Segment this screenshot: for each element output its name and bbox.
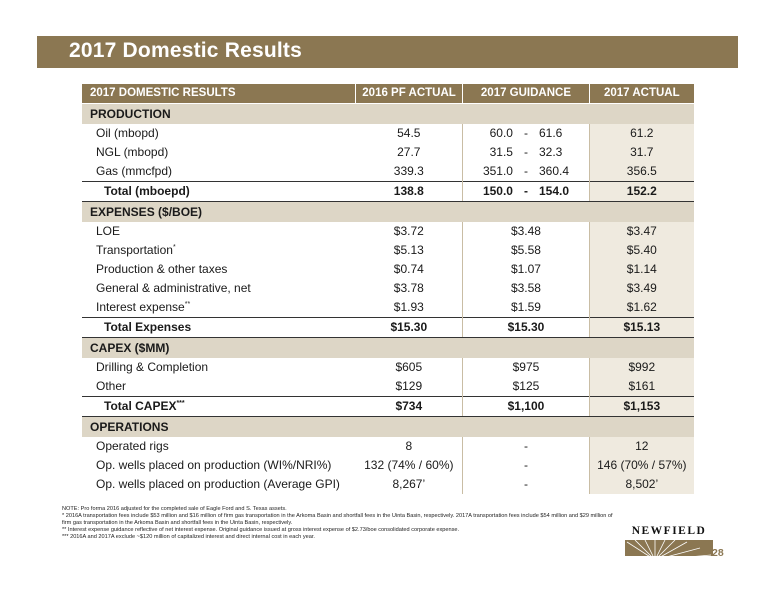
footnote-capex: *** 2016A and 2017A exclude ~$120 million of capitalized interest and direct internal cost in each year. <box>62 534 315 540</box>
table-row <box>82 279 694 298</box>
total-row-capex <box>82 397 694 417</box>
total-row-production <box>82 182 694 202</box>
row-label-text: General & administrative, net <box>96 281 251 295</box>
section-expenses <box>82 202 694 223</box>
row-label: Op. wells placed on production (WI%/NRI%) <box>82 456 355 475</box>
section-production <box>82 104 694 125</box>
table-row <box>82 377 694 397</box>
cell-actual: 12 <box>589 437 694 456</box>
cell-2016: 54.5 <box>355 124 463 143</box>
cell-guidance: - <box>463 437 589 456</box>
guidance-high: 360.4 <box>538 164 569 178</box>
cell-actual: $15.13 <box>589 318 694 338</box>
section-capex <box>82 338 694 359</box>
cell-actual: 146 (70% / 57%) <box>589 456 694 475</box>
table-row <box>82 241 694 260</box>
cell-guidance: $975 <box>463 358 589 377</box>
cell-2016: $15.30 <box>355 318 463 338</box>
cell-actual: $1,153 <box>589 397 694 417</box>
row-label: Gas (mmcfpd) <box>82 162 355 182</box>
row-label-text: Interest expense <box>96 300 185 314</box>
guidance-low: 150.0 <box>482 184 513 198</box>
cell-actual: 31.7 <box>589 143 694 162</box>
row-label <box>82 397 355 417</box>
cell-2016: $5.13 <box>355 241 463 260</box>
cell-guidance <box>463 162 589 182</box>
row-label-text: Transportation <box>96 243 173 257</box>
table-row <box>82 298 694 318</box>
cell-2016: 132 (74% / 60%) <box>355 456 463 475</box>
header-2016-pf-actual: 2016 PF ACTUAL <box>355 84 463 104</box>
cell-guidance: $3.48 <box>463 222 589 241</box>
row-label-text: Total CAPEX <box>104 399 177 413</box>
cell-actual: $1.14 <box>589 260 694 279</box>
footnote-note: NOTE: Pro forma 2016 adjusted for the completed sale of Eagle Ford and S. Texas assets. <box>62 506 287 512</box>
cell-actual: $161 <box>589 377 694 397</box>
cell-2016: $3.72 <box>355 222 463 241</box>
guidance-dash: - <box>523 145 528 159</box>
cell-guidance <box>463 143 589 162</box>
cell-guidance <box>463 124 589 143</box>
section-heading: EXPENSES ($/BOE) <box>82 202 694 223</box>
guidance-high: 61.6 <box>538 126 563 140</box>
cell-actual: $992 <box>589 358 694 377</box>
header-results: 2017 DOMESTIC RESULTS <box>82 84 355 104</box>
cell-guidance: $1,100 <box>463 397 589 417</box>
row-label: NGL (mbopd) <box>82 143 355 162</box>
row-label: Total (mboepd) <box>82 182 355 202</box>
footnotes <box>62 506 622 541</box>
cell-actual: $1.62 <box>589 298 694 318</box>
cell-2016: $734 <box>355 397 463 417</box>
cell-actual: $5.40 <box>589 241 694 260</box>
row-label: Oil (mbopd) <box>82 124 355 143</box>
section-operations <box>82 417 694 438</box>
cell-2016: 27.7 <box>355 143 463 162</box>
row-label: Other <box>82 377 355 397</box>
guidance-dash: - <box>523 126 528 140</box>
footnote-marker: * <box>172 244 176 251</box>
table-row <box>82 143 694 162</box>
cell-guidance: - <box>463 475 589 494</box>
cell-guidance <box>463 182 589 202</box>
table-row <box>82 222 694 241</box>
footnote-transportation: * 2016A transportation fees include $53 million and $16 million of firm gas transportation in the Arkoma Basin and shortfall fees in the Uinta Basin, respectively. 2017A transportation fees include $54 million and $29 million of firm gas transportation in the Arkoma Basin and shortfall fees in the Uinta Basin, respectively. <box>62 513 613 526</box>
results-table <box>82 84 694 494</box>
table-row <box>82 475 694 494</box>
cell-actual: $3.47 <box>589 222 694 241</box>
row-label: Total Expenses <box>82 318 355 338</box>
cell-2016: $3.78 <box>355 279 463 298</box>
total-row-expenses <box>82 318 694 338</box>
cell-guidance: - <box>463 456 589 475</box>
guidance-low: 31.5 <box>489 145 513 159</box>
cell-guidance: $1.59 <box>463 298 589 318</box>
cell-actual: 152.2 <box>589 182 694 202</box>
row-label <box>82 222 355 241</box>
row-label-text: Production & other taxes <box>96 262 228 276</box>
row-label-text: LOE <box>96 224 121 238</box>
cell-guidance: $15.30 <box>463 318 589 338</box>
cell-actual: 8,502’ <box>589 475 694 494</box>
header-2017-guidance: 2017 GUIDANCE <box>463 84 589 104</box>
footnote-marker: *** <box>176 400 185 407</box>
section-heading: PRODUCTION <box>82 104 694 125</box>
row-label: Operated rigs <box>82 437 355 456</box>
row-label <box>82 279 355 298</box>
cell-2016: $1.93 <box>355 298 463 318</box>
table-row <box>82 437 694 456</box>
table-row <box>82 162 694 182</box>
guidance-high: 154.0 <box>538 184 569 198</box>
cell-2016: $605 <box>355 358 463 377</box>
cell-2016: 339.3 <box>355 162 463 182</box>
cell-guidance: $3.58 <box>463 279 589 298</box>
guidance-low: 351.0 <box>482 164 513 178</box>
guidance-low: 60.0 <box>489 126 513 140</box>
table-row <box>82 358 694 377</box>
cell-2016: 138.8 <box>355 182 463 202</box>
row-label <box>82 260 355 279</box>
table-row <box>82 260 694 279</box>
table-header-row <box>82 84 694 104</box>
footnote-marker: ** <box>184 301 191 308</box>
cell-actual: 61.2 <box>589 124 694 143</box>
cell-guidance: $1.07 <box>463 260 589 279</box>
section-heading: OPERATIONS <box>82 417 694 438</box>
logo-sunburst-icon <box>625 540 713 560</box>
row-label <box>82 298 355 318</box>
table-row <box>82 124 694 143</box>
header-2017-actual: 2017 ACTUAL <box>589 84 694 104</box>
newfield-logo <box>625 525 713 563</box>
logo-wordmark: NEWFIELD <box>631 525 707 537</box>
cell-2016: $129 <box>355 377 463 397</box>
cell-guidance: $5.58 <box>463 241 589 260</box>
slide-title: 2017 Domestic Results <box>69 39 302 62</box>
row-label: Drilling & Completion <box>82 358 355 377</box>
footnote-interest: ** Interest expense guidance reflective of net interest expense. Original guidance issued at gross interest expense of $2.73/boe consolidated corporate expense. <box>62 527 460 533</box>
row-label: Op. wells placed on production (Average GPI) <box>82 475 355 494</box>
page-number: 28 <box>712 547 724 559</box>
cell-2016: $0.74 <box>355 260 463 279</box>
cell-guidance: $125 <box>463 377 589 397</box>
table-row <box>82 456 694 475</box>
cell-2016: 8 <box>355 437 463 456</box>
guidance-dash: - <box>523 184 528 198</box>
title-bar <box>37 36 738 68</box>
row-label <box>82 241 355 260</box>
section-heading: CAPEX ($MM) <box>82 338 694 359</box>
cell-actual: 356.5 <box>589 162 694 182</box>
guidance-dash: - <box>523 164 528 178</box>
guidance-high: 32.3 <box>538 145 563 159</box>
cell-actual: $3.49 <box>589 279 694 298</box>
cell-2016: 8,267’ <box>355 475 463 494</box>
